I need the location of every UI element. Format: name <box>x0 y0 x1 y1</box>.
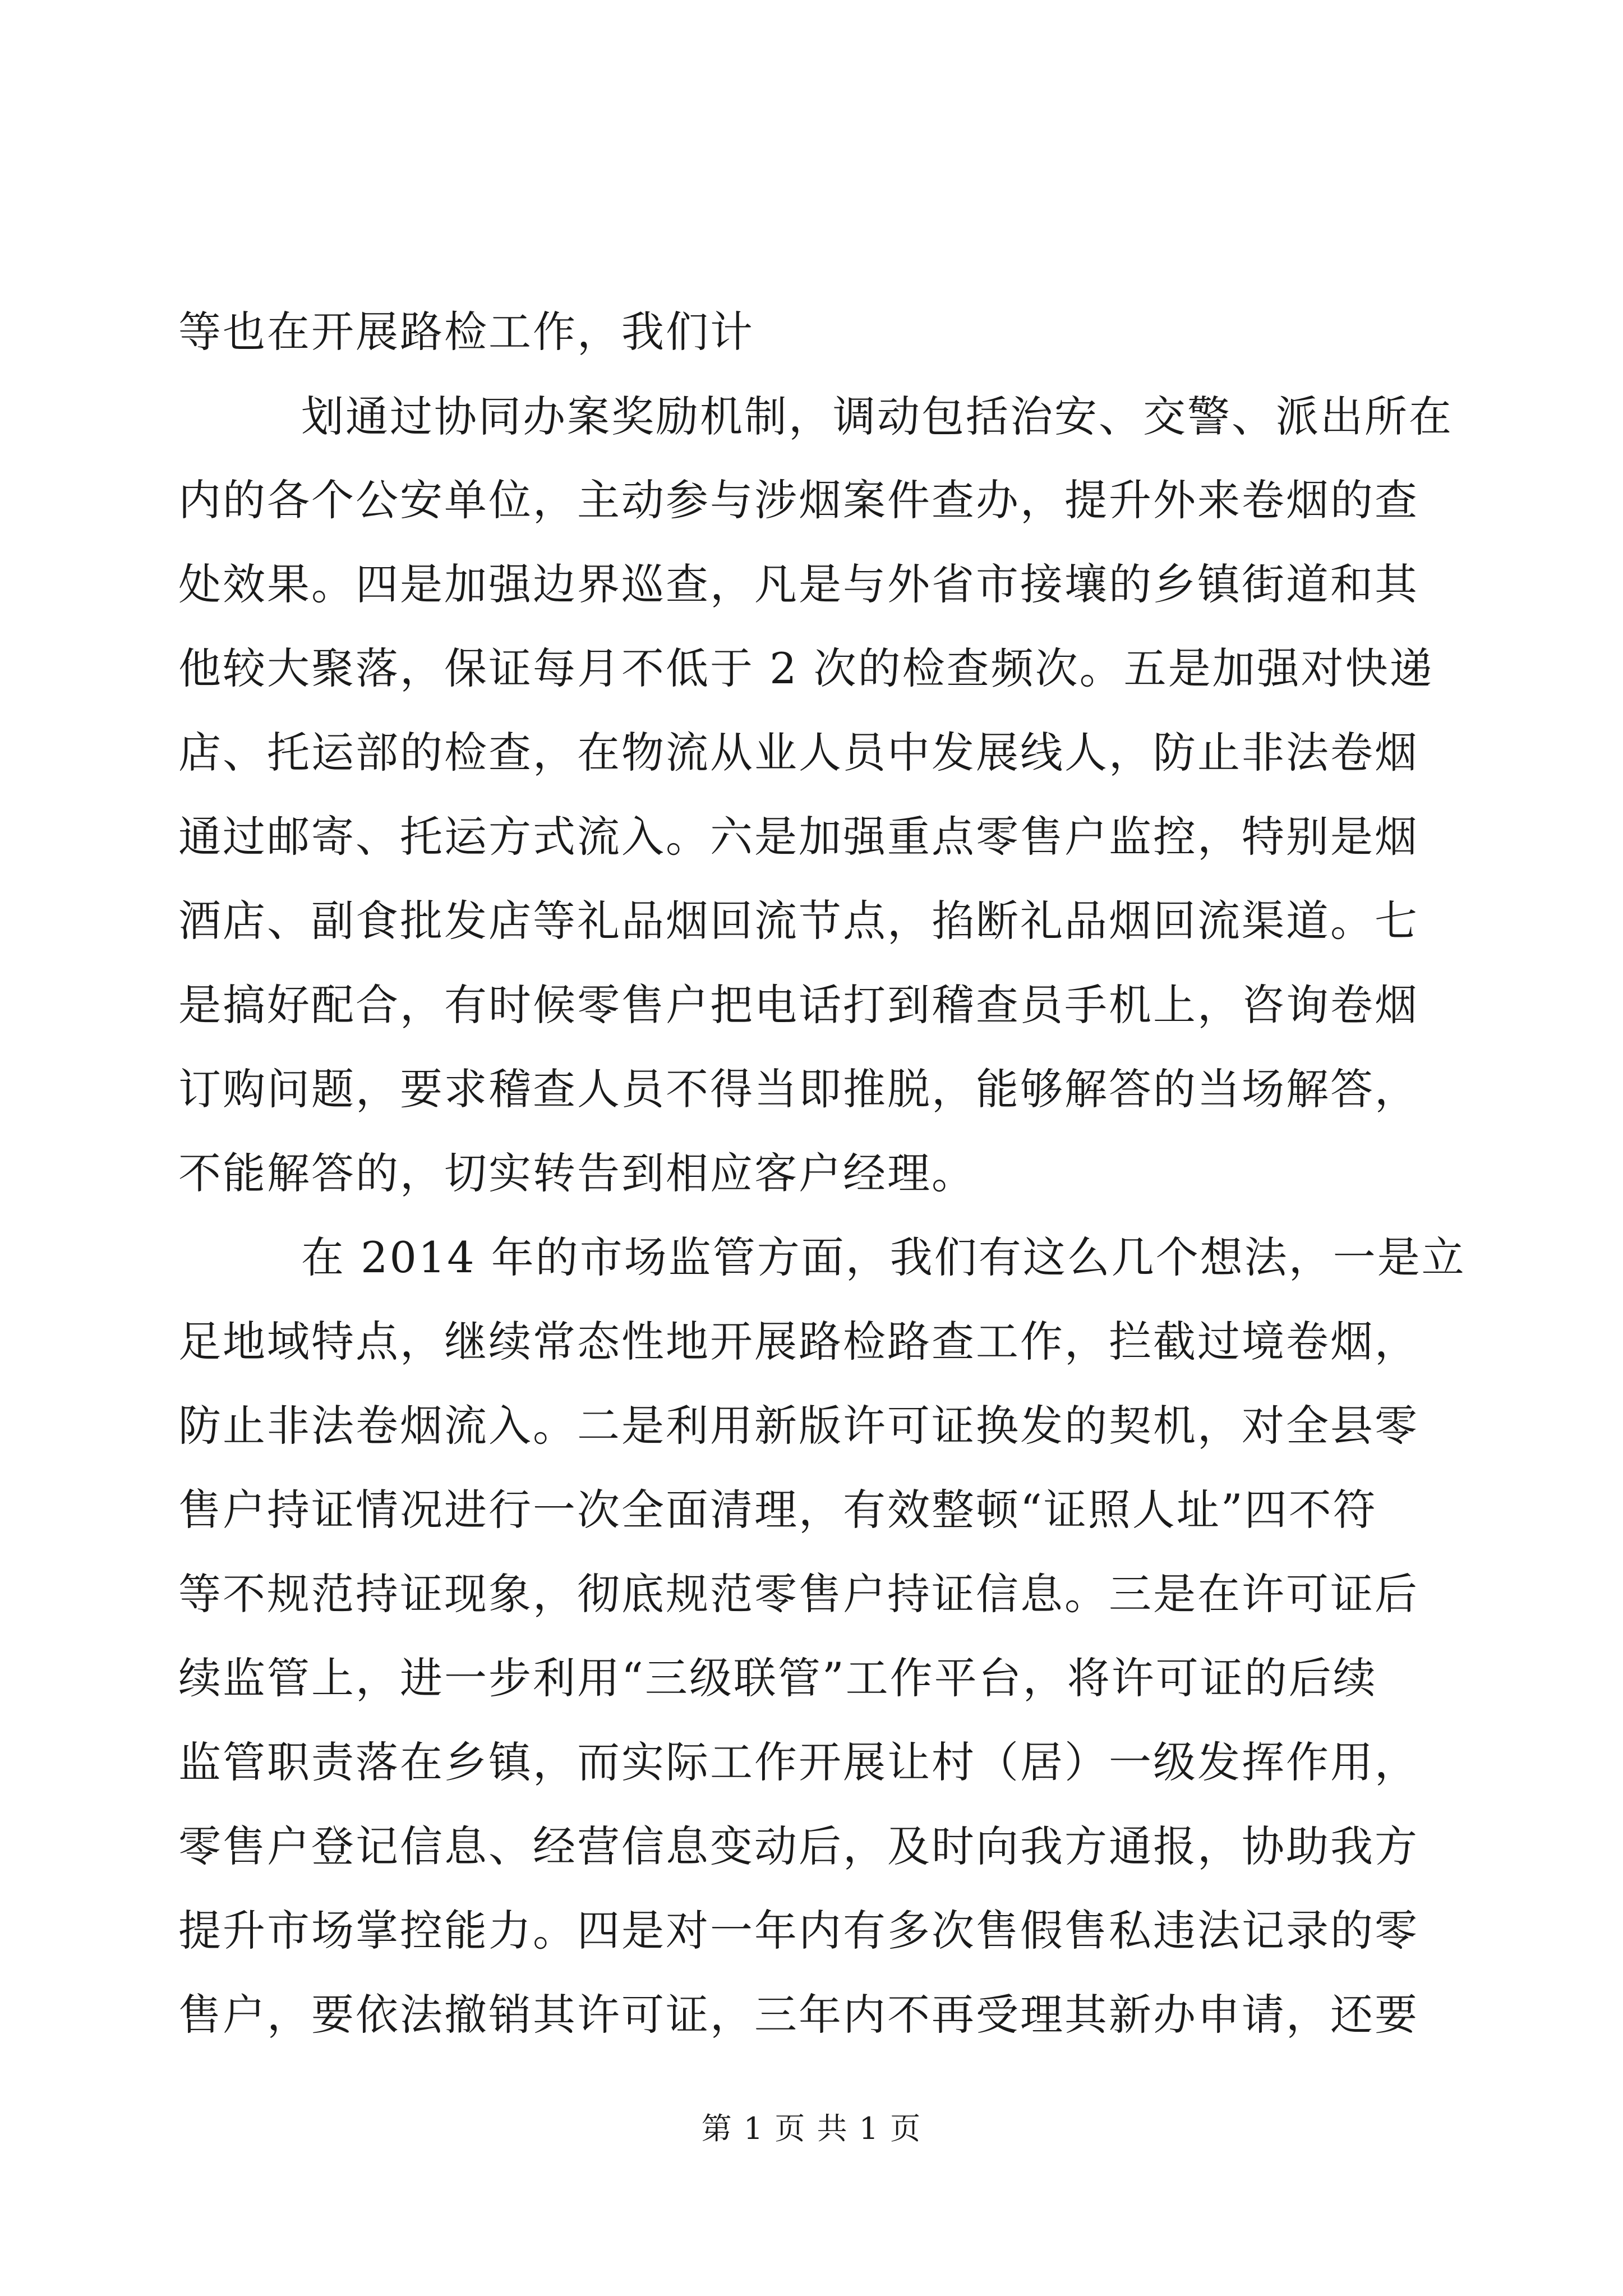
text-line: 售户，要依法撤销其许可证，三年内不再受理其新办申请，还要 <box>178 1990 1419 2040</box>
text-line: 监管职责落在乡镇，而实际工作开展让村（居）一级发挥作用， <box>178 1737 1419 1787</box>
text-line: 在 2014 年的市场监管方面，我们有这么几个想法，一是立 <box>301 1232 1466 1282</box>
text-line: 提升市场掌控能力。四是对一年内有多次售假售私违法记录的零 <box>178 1906 1419 1955</box>
text-line: 不能解答的，切实转告到相应客户经理。 <box>178 1148 976 1198</box>
text-line: 划通过协同办案奖励机制，调动包括治安、交警、派出所在 <box>301 392 1453 441</box>
text-line: 订购问题，要求稽查人员不得当即推脱，能够解答的当场解答， <box>178 1064 1419 1114</box>
text-line: 处效果。四是加强边界巡查，凡是与外省市接壤的乡镇街道和其 <box>178 559 1419 609</box>
text-line: 等也在开展路检工作，我们计 <box>178 307 754 357</box>
text-line: 续监管上，进一步利用“三级联管”工作平台，将许可证的后续 <box>178 1653 1377 1703</box>
text-line: 足地域特点，继续常态性地开展路检路查工作，拦截过境卷烟， <box>178 1317 1419 1366</box>
text-line: 酒店、副食批发店等礼品烟回流节点，掐断礼品烟回流渠道。七 <box>178 896 1419 946</box>
text-line: 等不规范持证现象，彻底规范零售户持证信息。三是在许可证后 <box>178 1569 1419 1619</box>
text-line: 店、托运部的检查，在物流从业人员中发展线人，防止非法卷烟 <box>178 728 1419 777</box>
text-line: 售户持证情况进行一次全面清理，有效整顿“证照人址”四不符 <box>178 1485 1377 1535</box>
text-line: 他较大聚落，保证每月不低于 2 次的检查频次。五是加强对快递 <box>178 643 1434 693</box>
text-line: 内的各个公安单位，主动参与涉烟案件查办，提升外来卷烟的查 <box>178 475 1419 525</box>
text-line: 防止非法卷烟流入。二是利用新版许可证换发的契机，对全县零 <box>178 1401 1419 1451</box>
page-footer: 第 1 页 共 1 页 <box>701 2111 922 2146</box>
text-line: 通过邮寄、托运方式流入。六是加强重点零售户监控，特别是烟 <box>178 812 1419 862</box>
text-line: 零售户登记信息、经营信息变动后，及时向我方通报，协助我方 <box>178 1821 1419 1871</box>
text-line: 是搞好配合，有时候零售户把电话打到稽查员手机上，咨询卷烟 <box>178 980 1419 1030</box>
